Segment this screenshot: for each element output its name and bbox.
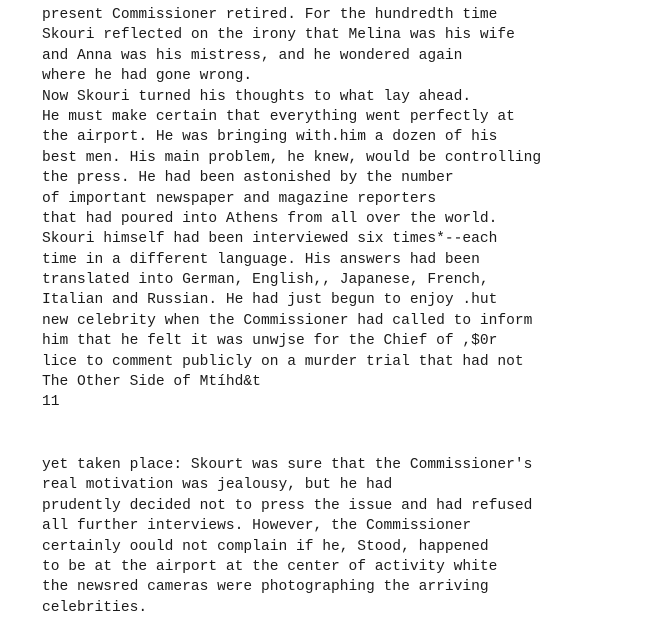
text-line: the airport. He was bringing with.him a dozen of his [42,129,498,146]
text-line: celebrities. [42,599,148,616]
text-line: prudently decided not to press the issue and had refused [42,497,533,514]
page-number: 11 [42,394,60,411]
text-line: where he had gone wrong. [42,68,253,85]
text-line: present Commissioner retired. For the hundredth time [42,7,498,23]
text-line: Now Skouri turned his thoughts to what lay ahead. [42,88,472,105]
text-line: him that he felt it was unwjse for the Chief of ,$0r [42,333,498,350]
text-line: Italian and Russian. He had just begun to enjoy .hut [42,292,498,309]
text-line: lice to comment publicly on a murder trial that had not [42,353,524,370]
text-line: the press. He had been astonished by the number [42,170,454,187]
text-line: new celebrity when the Commissioner had called to inform [42,312,533,329]
text-line: certainly oould not complain if he, Stood, happened [42,538,489,555]
text-line: and Anna was his mistress, and he wondered again [42,47,463,64]
text-line: best men. His main problem, he knew, would be controlling [42,149,542,166]
text-line: yet taken place: Skourt was sure that the Commissioner's [42,457,533,473]
text-line: Skouri himself had been interviewed six times*--each [42,231,498,248]
text-line: to be at the airport at the center of activity white [42,558,498,575]
text-line: time in a different language. His answers had been [42,251,480,268]
text-line: that had poured into Athens from all over the world. [42,210,498,227]
text-line: Skouri reflected on the irony that Melina was his wife [42,27,515,44]
running-footer: The Other Side of Mtíhd&t [42,374,261,391]
text-line: the newsred cameras were photographing the arriving [42,579,489,596]
text-line: all further interviews. However, the Commissioner [42,518,472,535]
text-line: of important newspaper and magazine reporters [42,190,437,207]
text-line: translated into German, English,, Japanese, French, [42,272,489,289]
text-line: He must make certain that everything went perfectly at [42,108,515,125]
text-line: real motivation was jealousy, but he had [42,477,393,494]
text-block-bottom [42,455,532,618]
text-block-top [42,5,541,413]
